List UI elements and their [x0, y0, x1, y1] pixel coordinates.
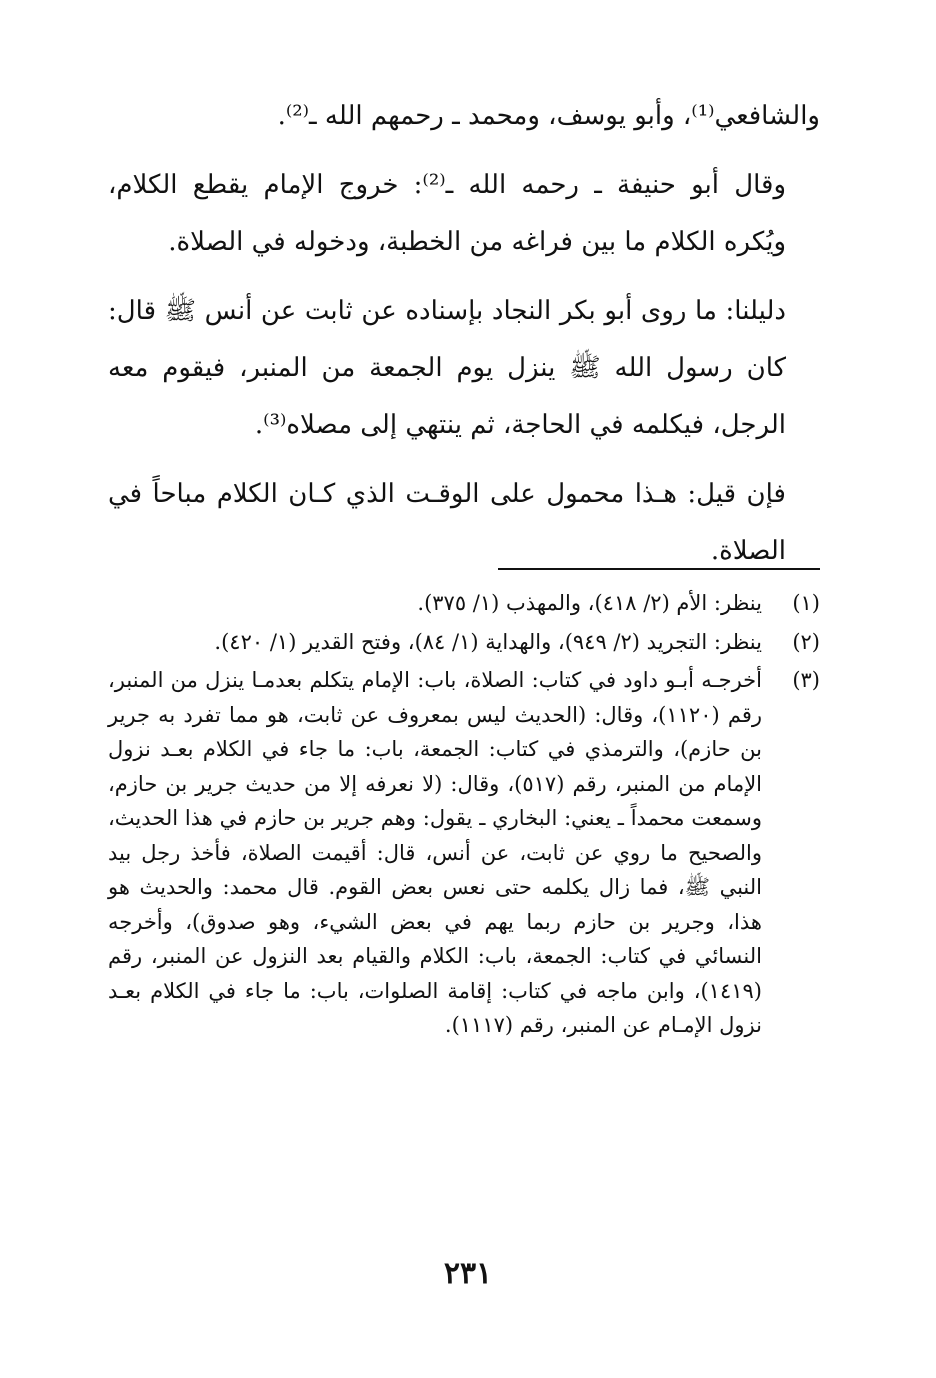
footnote-text: ينظر: الأم (٢/ ٤١٨)، والمهذب (١/ ٣٧٥). [417, 591, 762, 615]
footnote-number: (٣) [792, 668, 820, 692]
footnote-2 [108, 625, 820, 660]
paragraph-text: دليلنا: ما روى أبو بكر النجاد بإسناده عن ثابت عن أنس ﷺ قال: كان رسول الله ﷺ ينزل يوم الجمعة من المنبر، فيقوم معه الرجل، فيكلمه في الحاجة، ثم ينتهي إلى مصلاه⁽³⁾. [108, 296, 786, 440]
footnote-separator [498, 568, 820, 570]
footnote-text: أخرجـه أبـو داود في كتاب: الصلاة، باب: الإمام يتكلم بعدمـا ينزل من المنبر، رقم (١١٢٠)، وقال: (الحديث ليس بمعروف عن ثابت، هو مما تفرد به جرير بن حازم)، والترمذي في كتاب: الجمعة، باب: ما جاء في الكلام بعـد نزول الإمام من المنبر، رقم (٥١٧)، وقال: (لا نعرفه إلا من حديث جرير بن حازم، وسمعت محمداً ـ يعني: البخاري ـ يقول: وهم جرير بن حازم في هذا الحديث، والصحيح ما روي عن ثابت، عن أنس، قال: أقيمت الصلاة، فأخذ رجل بيد النبي ﷺ، فما زال يكلمه حتى نعس بعض القوم. قال محمد: والحديث هو هذا، وجرير بن حازم ربما يهم في بعض الشيء، وهو صدوق)، وأخرجه النسائي في كتاب: الجمعة، باب: الكلام والقيام بعد النزول عن المنبر، رقم (١٤١٩)، وابن ماجه في كتاب: إقامة الصلوات، باب: ما جاء في الكلام بعـد نزول الإمـام عن المنبر، رقم (١١١٧). [108, 668, 763, 1037]
main-text [108, 88, 820, 592]
paragraph-3 [108, 283, 820, 454]
paragraph-text: وقال أبو حنيفة ـ رحمه الله ـ⁽²⁾: خروج الإمام يقطع الكلام، ويُكره الكلام ما بين فراغه من الخطبة، ودخوله في الصلاة. [108, 170, 786, 257]
footnote-number: (٢) [792, 629, 820, 654]
footnote-number: (١) [792, 591, 820, 615]
footnote-3 [108, 663, 820, 1043]
footnote-1 [108, 586, 820, 621]
footnote-text: ينظر: التجريد (٢/ ٩٤٩)، والهداية (١/ ٨٤)، وفتح القدير (١/ ٤٢٠). [214, 629, 762, 654]
page-number: ٢٣١ [443, 1256, 493, 1291]
paragraph-text: فإن قيل: هـذا محمول على الوقـت الذي كـان الكلام مباحاً في الصلاة. [108, 479, 786, 566]
paragraph-2 [108, 157, 820, 271]
footnotes [108, 586, 820, 1047]
paragraph-text: والشافعي⁽¹⁾، وأبو يوسف، ومحمد ـ رحمهم الله ـ⁽²⁾. [277, 101, 820, 131]
paragraph-4 [108, 466, 820, 580]
paragraph-1 [108, 88, 820, 145]
